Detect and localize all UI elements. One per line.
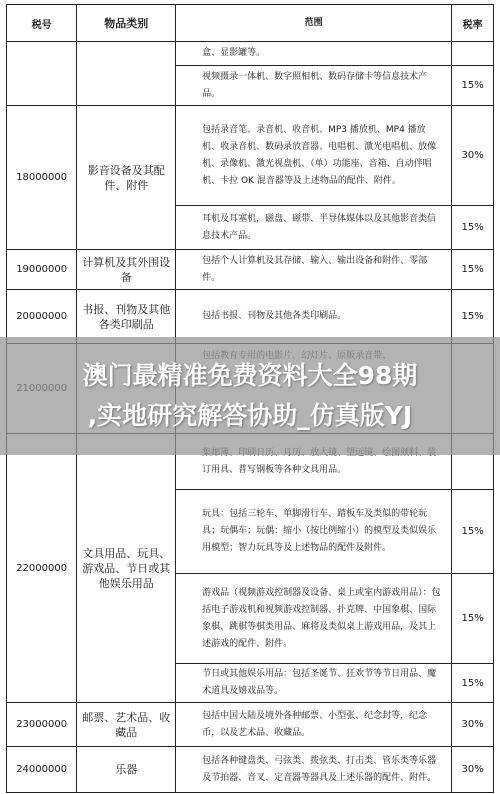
scope-cell: 玩具：包括三轮车、单脚滑行车、踏板车及类似的带轮玩具；玩偶车；玩偶；缩小（按比例缩小）的模型及类似娱乐用模型；智力玩具等及上述物品的配件及附件。 bbox=[176, 490, 452, 574]
scope-cell: 视频摄录一体机、数字照相机、数码存储卡等信息技术产品。 bbox=[176, 66, 452, 106]
rate-cell: 15% bbox=[452, 250, 494, 290]
category-cell: 文具用品、玩具、游戏品、节日或其他娱乐用品 bbox=[77, 434, 176, 703]
scope-cell: 盒、显影罐等。 bbox=[176, 42, 452, 66]
table-row bbox=[7, 250, 494, 290]
scope-cell: 耳机及耳塞机，磁盘、磁带、半导体媒体以及其他影音类信息技术产品。 bbox=[176, 206, 452, 250]
rate-cell: 15% bbox=[452, 66, 494, 106]
code-cell: 18000000 bbox=[7, 106, 77, 250]
rate-cell: 15% bbox=[452, 290, 494, 344]
rate-cell bbox=[452, 42, 494, 66]
scope-cell: 订用具、普写钢板等各种文具用品。 bbox=[176, 434, 452, 490]
code-cell: 23000000 bbox=[7, 703, 77, 747]
rate-cell: 30% bbox=[452, 703, 494, 747]
category-cell: 影音设备及其配件、附件 bbox=[77, 106, 176, 250]
code-cell bbox=[7, 42, 77, 106]
header-rate: 税率 bbox=[452, 5, 494, 42]
scope-cell: 游戏品（视频游戏控制器及设备、桌上或室内游戏用品）：包括电子游戏机和视频游戏控制器、扑克牌、中国象棋、国际象棋、跳棋等棋类用品、麻将及类似桌上游戏用品，及其上述游戏的配件、附件。 bbox=[176, 574, 452, 664]
header-category: 物品类别 bbox=[77, 5, 176, 42]
category-cell: 计算机及其外围设备 bbox=[77, 250, 176, 290]
table-row bbox=[7, 747, 494, 793]
scope-cell: 包括各种键盘类、弓弦类、拨弦类、打击类、管乐类等乐器及节拍器、音叉、定音器等器具及上述乐器的配件、附件。 bbox=[176, 747, 452, 793]
banner-line-2: ,实地研究解答协助_仿真版YJ bbox=[87, 401, 413, 430]
code-cell: 24000000 bbox=[7, 747, 77, 793]
rate-cell: 15% bbox=[452, 206, 494, 250]
header-code: 税号 bbox=[7, 5, 77, 42]
category-cell: 书报、刊物及其他各类印刷品 bbox=[77, 290, 176, 344]
table-header-row bbox=[7, 5, 494, 42]
rate-cell: 15% bbox=[452, 574, 494, 664]
header-scope: 范围 bbox=[176, 5, 452, 42]
rate-cell: 15% bbox=[452, 664, 494, 703]
table-row bbox=[7, 42, 494, 66]
code-cell: 22000000 bbox=[7, 434, 77, 703]
category-cell: 邮票、艺术品、收藏品 bbox=[77, 703, 176, 747]
scope-cell: 包括中国大陆及境外各种邮票、小型张、纪念封等，纪念币，以及艺术品、收藏品。 bbox=[176, 703, 452, 747]
rate-cell: 30% bbox=[452, 106, 494, 206]
category-cell: 乐器 bbox=[77, 747, 176, 793]
scope-cell: 节日或其他娱乐用品：包括圣诞节、狂欢节等节日用品、魔术道具及嬉戏品等。 bbox=[176, 664, 452, 703]
code-cell: 20000000 bbox=[7, 290, 77, 344]
table-row bbox=[7, 106, 494, 206]
scope-cell: 包括录音笔、录音机、收音机、MP3 播放机、MP4 播放机、收录音机、数码录放音器、电唱机、激光电唱机、放像机、录像机、激光视盘机、（单）功能座、音箱、自动伴唱机、卡拉 OK 混音器等及上述物品的配件、附件。 bbox=[176, 106, 452, 206]
rate-cell: 30% bbox=[452, 747, 494, 793]
scope-cell: 包括书报、刊物及其他各类印刷品。 bbox=[176, 290, 452, 344]
scope-cell: 包括个人计算机及其存储、输入、输出设备和附件、零部件。 bbox=[176, 250, 452, 290]
rate-cell: 15% bbox=[452, 490, 494, 574]
overlay-banner[interactable] bbox=[0, 337, 500, 455]
banner-line-1: 澳门最精准免费资料大全98期 bbox=[82, 361, 418, 390]
table-row bbox=[7, 703, 494, 747]
table-row bbox=[7, 290, 494, 344]
category-cell bbox=[77, 42, 176, 106]
code-cell: 19000000 bbox=[7, 250, 77, 290]
